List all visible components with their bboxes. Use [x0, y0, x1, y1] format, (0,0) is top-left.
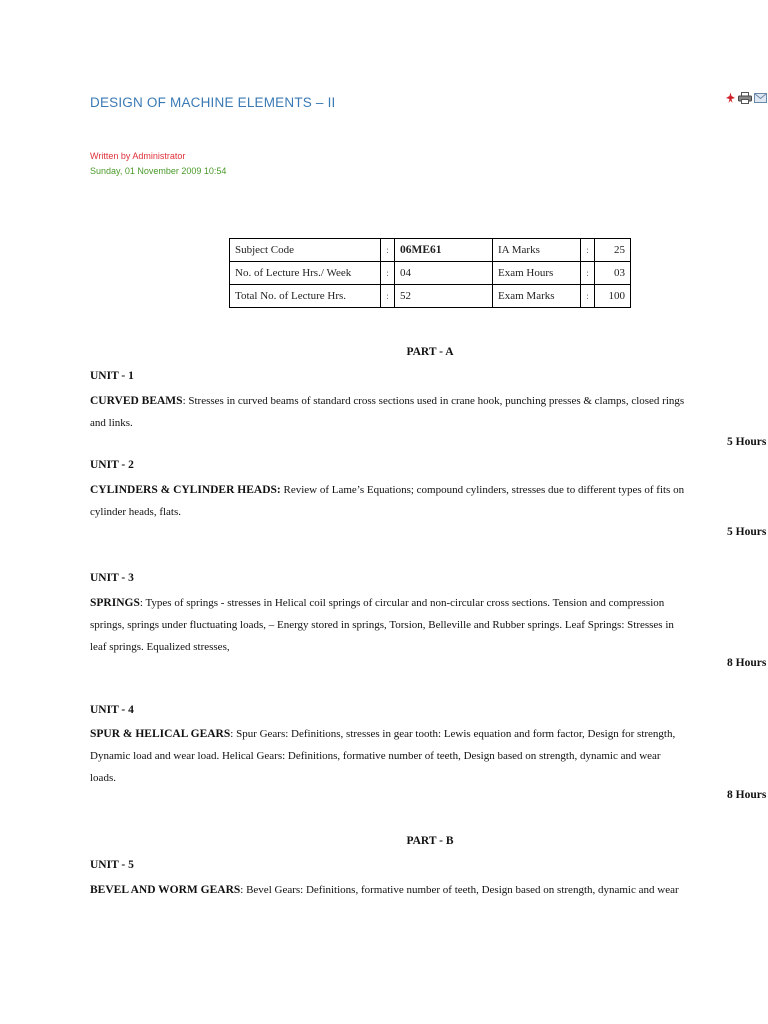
table-cell: Exam Hours [493, 262, 581, 285]
table-row [230, 239, 631, 262]
unit-5-line-1: : Bevel Gears: Definitions, formative number of teeth, Design based on strength, dynamic and wear [240, 884, 679, 896]
email-icon[interactable] [754, 93, 767, 103]
table-cell: 06ME61 [395, 239, 493, 262]
table-cell: Exam Marks [493, 285, 581, 308]
table-cell: Subject Code [230, 239, 381, 262]
unit-4-line-2: Dynamic load and wear load. Helical Gears: Definitions, formative number of teeth, Design based on strength, dynamic and wear [90, 750, 661, 762]
table-cell: Total No. of Lecture Hrs. [230, 285, 381, 308]
article-title[interactable]: DESIGN OF MACHINE ELEMENTS – II [90, 95, 336, 110]
unit-3-description [90, 592, 768, 658]
unit-1-line-2: and links. [90, 417, 133, 429]
unit-3-line-1: : Types of springs - stresses in Helical coil springs of circular and non-circular cross sections. Tension and compression [139, 597, 665, 609]
unit-1-line-1: : Stresses in curved beams of standard cross sections used in crane hook, punching presses & clamps, closed rings [182, 395, 685, 407]
table-cell: 03 [595, 262, 631, 285]
unit-1-topic: CURVED BEAMS [90, 395, 183, 407]
unit-2-description [90, 479, 768, 523]
unit-1-description [90, 390, 768, 434]
unit-3-line-3: leaf springs. Equalized stresses, [90, 641, 230, 653]
table-cell: : [381, 285, 395, 308]
unit-5-topic: BEVEL AND WORM GEARS [90, 884, 241, 896]
table-cell: : [581, 285, 595, 308]
unit-3-line-2: springs, springs under fluctuating loads, – Energy stored in springs, Torsion, Belleville and Rubber springs. Leaf Springs: Stresses in [90, 619, 674, 631]
part-b-heading: PART - B [406, 835, 454, 847]
table-row [230, 262, 631, 285]
article-author: Written by Administrator [90, 151, 186, 161]
table-cell: : [581, 262, 595, 285]
unit-2-line-1: Review of Lame’s Equations; compound cylinders, stresses due to different types of fits on [280, 484, 685, 496]
table-cell: No. of Lecture Hrs./ Week [230, 262, 381, 285]
unit-1-hours: 5 Hours [727, 436, 767, 448]
unit-5-description [90, 879, 768, 901]
unit-4-hours: 8 Hours [727, 789, 767, 801]
subject-info-table [229, 238, 631, 308]
unit-3-hours: 8 Hours [727, 657, 767, 669]
table-cell: 04 [395, 262, 493, 285]
table-cell: : [381, 239, 395, 262]
unit-4-line-3: loads. [90, 772, 116, 784]
unit-4-topic: SPUR & HELICAL GEARS [90, 728, 231, 740]
unit-5-heading: UNIT - 5 [90, 859, 134, 871]
article-date: Sunday, 01 November 2009 10:54 [90, 166, 227, 176]
pdf-icon[interactable] [725, 92, 736, 104]
table-cell: 25 [595, 239, 631, 262]
unit-3-topic: SPRINGS [90, 597, 140, 609]
table-row [230, 285, 631, 308]
unit-4-line-1: : Spur Gears: Definitions, stresses in gear tooth: Lewis equation and form factor, Design for strength, [230, 728, 676, 740]
table-cell: : [381, 262, 395, 285]
print-icon[interactable] [738, 92, 752, 104]
unit-4-heading: UNIT - 4 [90, 704, 134, 716]
table-cell: : [581, 239, 595, 262]
unit-4-description [90, 723, 768, 789]
unit-1-heading: UNIT - 1 [90, 370, 134, 382]
unit-2-topic: CYLINDERS & CYLINDER HEADS: [90, 484, 281, 496]
unit-2-heading: UNIT - 2 [90, 459, 134, 471]
unit-2-line-2: cylinder heads, flats. [90, 506, 182, 518]
article-toolbar [725, 92, 767, 104]
table-cell: 100 [595, 285, 631, 308]
table-cell: IA Marks [493, 239, 581, 262]
unit-3-heading: UNIT - 3 [90, 572, 134, 584]
table-cell: 52 [395, 285, 493, 308]
part-a-heading: PART - A [406, 346, 454, 358]
unit-2-hours: 5 Hours [727, 526, 767, 538]
